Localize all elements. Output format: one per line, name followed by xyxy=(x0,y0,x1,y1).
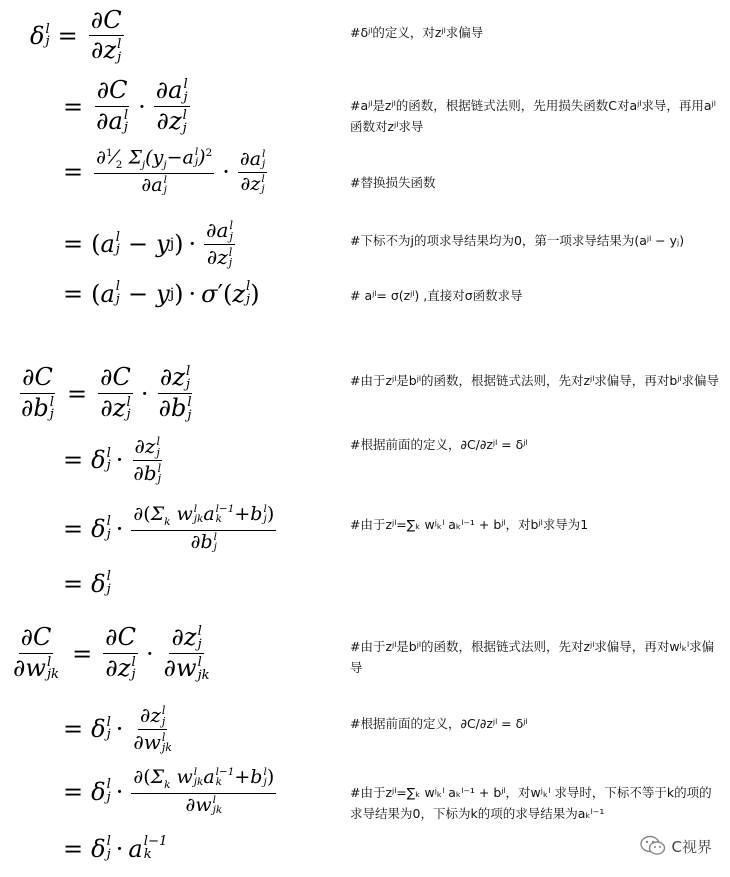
note-chain-rule-w: #由于zʲˡ是bʲˡ的函数，根据链式法则，先对zʲˡ求偏导，再对wʲₖˡ求偏导 xyxy=(350,639,715,675)
note-chain-rule-a: #aʲˡ是zʲˡ的函数，根据链式法则，先用损失函数C对aʲˡ求导，再用aʲˡ函数对zʲˡ求导 xyxy=(350,98,716,134)
watermark xyxy=(640,835,712,857)
note-replace-loss: #替换损失函数 xyxy=(350,175,436,190)
note-previous-definition-w: #根据前面的定义，∂C/∂zʲˡ = δʲˡ xyxy=(350,716,528,731)
watermark-text: C视界 xyxy=(671,837,712,856)
wechat-icon xyxy=(640,835,666,857)
note-delta-definition: #δʲˡ的定义，对zʲˡ求偏导 xyxy=(350,25,484,40)
note-derivative-b: #由于zʲˡ=∑ₖ wʲₖˡ aₖˡ⁻¹ + bʲˡ，对bʲˡ求导为1 xyxy=(350,517,589,532)
note-previous-definition-b: #根据前面的定义，∂C/∂zʲˡ = δʲˡ xyxy=(350,437,528,452)
note-derivative-w: #由于zʲˡ=∑ₖ wʲₖˡ aₖˡ⁻¹ + bʲˡ，对wʲₖˡ 求导时，下标不等于k的项的求导结果为0，下标为k的项的求导结果为aₖˡ⁻¹ xyxy=(350,785,712,821)
note-chain-rule-b: #由于zʲˡ是bʲˡ的函数，根据链式法则，先对zʲˡ求偏导，再对bʲˡ求偏导 xyxy=(350,373,720,388)
note-sigma-derivative: # aʲˡ= σ(zʲˡ) ,直接对σ函数求导 xyxy=(350,288,523,303)
note-derivative-terms: #下标不为j的项求导结果均为0，第一项求导结果为(aʲˡ − yⱼ) xyxy=(350,233,685,248)
